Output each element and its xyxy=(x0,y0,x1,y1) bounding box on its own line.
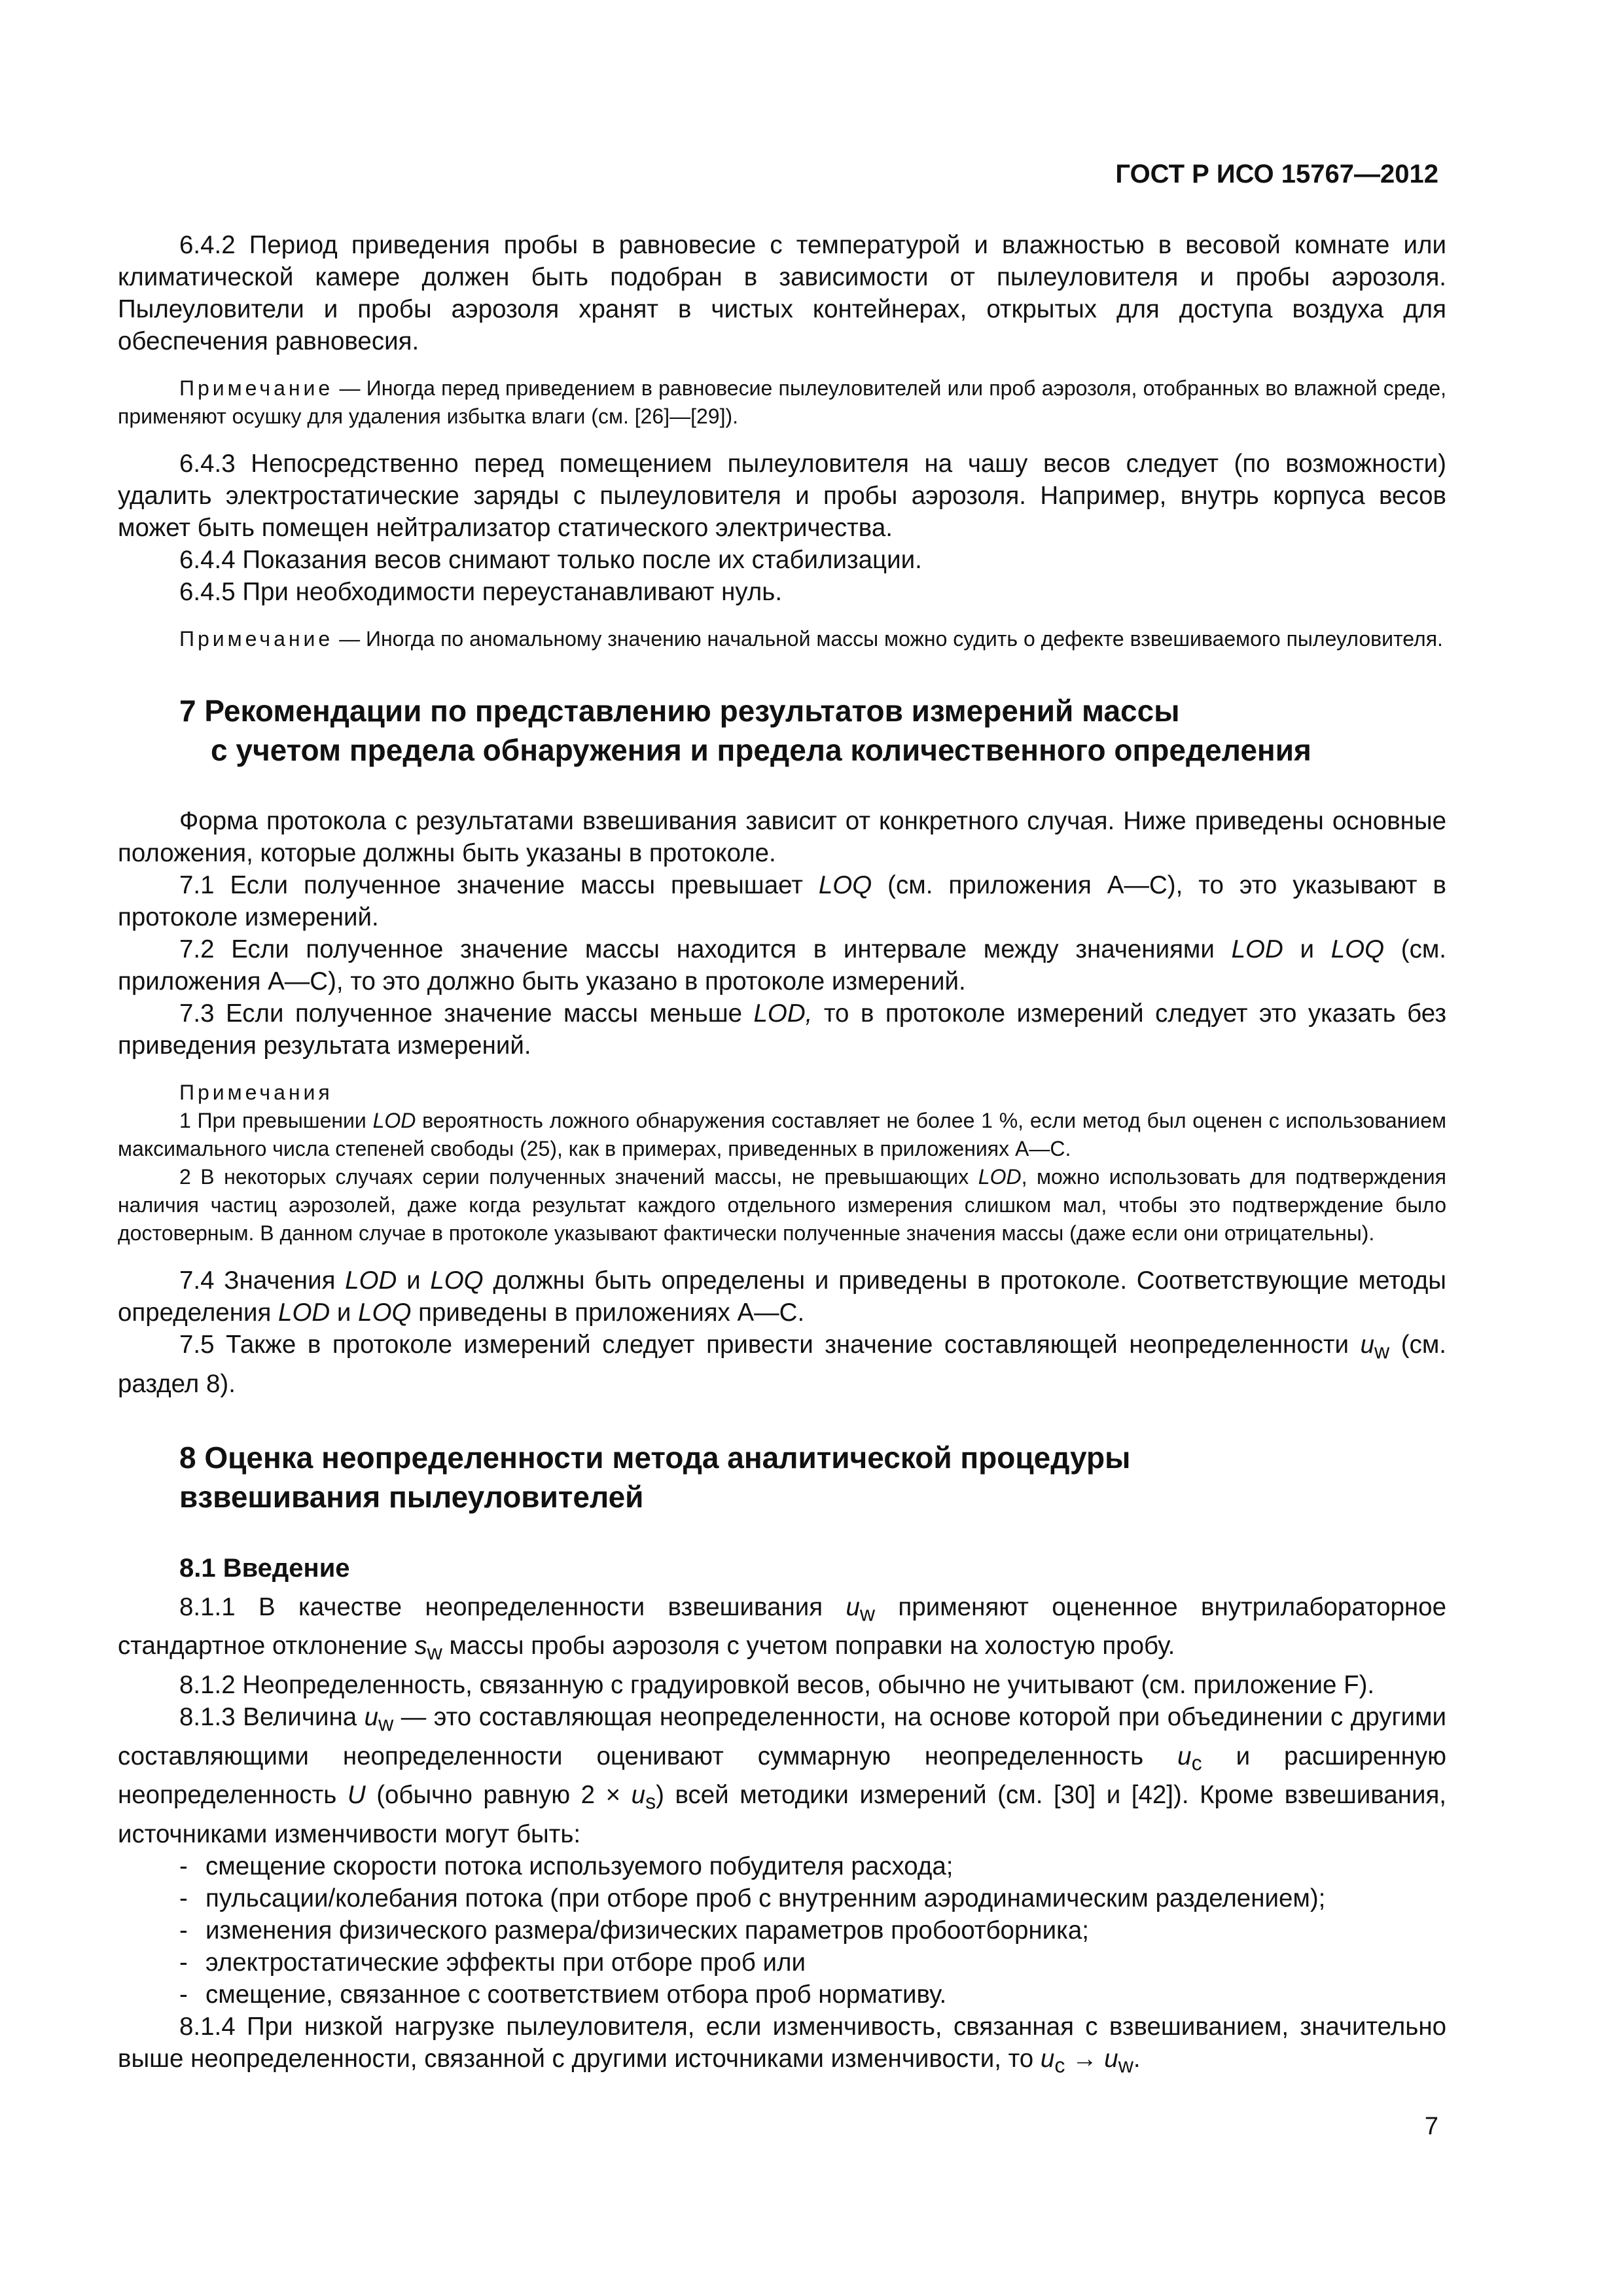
loq-term: LOQ xyxy=(1330,935,1385,963)
note-label: Примечание xyxy=(179,627,334,651)
subscript: c xyxy=(1054,2053,1065,2077)
paragraph-7-1 xyxy=(118,869,1446,933)
subscript: w xyxy=(378,1712,394,1736)
text-run: 2 В некоторых случаях серии полученных значений массы, не превышающих xyxy=(179,1165,978,1189)
page-number: 7 xyxy=(1424,2113,1438,2140)
lod-term: LOD xyxy=(978,1165,1022,1189)
text-run: , можно использовать для подтверждения наличия частиц аэрозолей, даже когда результат каждого отдельного измерения слишком мал, чтобы это подтверждение было достоверным. В данном случае в протоколе указывают фактически полученные значения массы (даже если они отрицательны). xyxy=(118,1165,1447,1245)
symbol-u: u xyxy=(364,1703,379,1732)
section-7-intro: Форма протокола с результатами взвешивания зависит от конкретного случая. Ниже приведены основные положения, которые должны быть указаны в протоколе. xyxy=(118,807,1446,867)
symbol-u: u xyxy=(1040,2045,1055,2073)
paragraph-6-4-3: 6.4.3 Непосредственно перед помещением пылеуловителя на чашу весов следует (по возможности) удалить электростатические заряды с пылеуловителя и пробы аэрозоля. Например, внутрь корпуса весов может быть помещен нейтрализатор статического электричества. xyxy=(118,450,1446,542)
subsection-8-1-heading: 8.1 Введение xyxy=(179,1553,350,1583)
text-run: (см. раздел 8). xyxy=(118,1331,1446,1398)
list-item: - смещение, связанное с соответствием отбора проб нормативу. xyxy=(179,1979,1446,2011)
symbol-U: U xyxy=(347,1781,366,1810)
section-7-heading xyxy=(179,691,1446,770)
text-run: (см. приложения А—С), то это указывают в протоколе измерений. xyxy=(118,871,1447,931)
paragraph-6-4-5: 6.4.5 При необходимости переустанавливают нуль. xyxy=(179,578,783,606)
lod-term: LOD xyxy=(345,1266,397,1295)
symbol-u: u xyxy=(846,1592,860,1621)
text-run: 8.1.1 В качестве неопределенности взвешивания xyxy=(179,1592,846,1621)
text-run: и расширенную неопределенность xyxy=(118,1742,1446,1810)
note-6-4-5 xyxy=(118,625,1446,653)
symbol-u: u xyxy=(631,1781,646,1810)
list-item: - пульсации/колебания потока (при отборе проб с внутренним аэродинамическим разделением); xyxy=(179,1882,1446,1914)
paragraph-8-1-2: 8.1.2 Неопределенность, связанную с градуировкой весов, обычно не учитывают (см. приложение F). xyxy=(179,1671,1375,1700)
lod-term: LOD xyxy=(1231,935,1283,963)
symbol-u: u xyxy=(1104,2045,1118,2073)
text-run: . xyxy=(1133,2045,1141,2073)
subscript: w xyxy=(1374,1339,1390,1363)
note-6-4-2 xyxy=(118,374,1446,431)
text-run: должны быть определены и приведены в протоколе. Соответствующие методы определения xyxy=(118,1266,1446,1327)
text-run: приведены в приложениях А—С. xyxy=(411,1299,805,1327)
section-7-title-line2: с учетом предела обнаружения и предела количественного определения xyxy=(211,733,1311,767)
notes-label: Примечания xyxy=(179,1081,333,1104)
paragraph-6-4-2: 6.4.2 Период приведения пробы в равновесие с температурой и влажностью в весовой комнате или климатической камере должен быть подобран в зависимости от пылеуловителя и пробы аэрозоля. Пылеуловители и пробы аэрозоля хранят в чистых контейнерах, открытых для доступа воздуха для обеспечения равновесия. xyxy=(118,231,1446,355)
document-header: ГОСТ Р ИСО 15767—2012 xyxy=(1115,160,1438,188)
subscript: s xyxy=(645,1790,656,1814)
paragraph-7-2 xyxy=(118,933,1446,997)
loq-term: LOQ xyxy=(358,1299,412,1327)
arrow-symbol: → xyxy=(1065,2045,1105,2073)
text-run: (см. приложения А—С), то это должно быть указано в протоколе измерений. xyxy=(118,935,1446,996)
text-run: 7.4 Значения xyxy=(179,1266,346,1295)
section-8-heading xyxy=(179,1438,1446,1516)
paragraph-7-3 xyxy=(118,997,1446,1062)
text-run: 7.1 Если полученное значение массы превышает xyxy=(179,871,819,899)
list-item: - смещение скорости потока используемого побудителя расхода; xyxy=(179,1850,1446,1882)
subscript: w xyxy=(859,1602,876,1626)
text-run: 1 При превышении xyxy=(179,1109,373,1132)
lod-term: LOD xyxy=(278,1299,330,1327)
text-run: 7.3 Если полученное значение массы меньше xyxy=(179,999,754,1028)
text-run: и xyxy=(1283,935,1331,963)
note-label: Примечание xyxy=(179,376,334,400)
symbol-s: s xyxy=(414,1632,427,1660)
section-7-title-line1: 7 Рекомендации по представлению результатов измерений массы xyxy=(179,694,1180,728)
section-7-notes xyxy=(118,1079,1446,1247)
subscript: w xyxy=(1118,2053,1133,2077)
text-run: — это составляющая неопределенности, на основе которой при объединении с другими составляющими неопределенности оценивают суммарную неопределенность xyxy=(118,1703,1446,1770)
list-item: - изменения физического размера/физических параметров пробоотборника; xyxy=(179,1914,1446,1946)
loq-term: LOQ xyxy=(430,1266,484,1295)
section-8-title-line1: 8 Оценка неопределенности метода аналитической процедуры xyxy=(179,1440,1131,1475)
paragraph-7-5 xyxy=(118,1329,1446,1400)
paragraph-6-4-4: 6.4.4 Показания весов снимают только после их стабилизации. xyxy=(179,546,922,574)
note-text: — Иногда по аномальному значению начальной массы можно судить о дефекте взвешиваемого пылеуловителя. xyxy=(333,627,1443,651)
note-item-2 xyxy=(118,1163,1446,1247)
paragraph-8-1-3 xyxy=(118,1701,1446,1850)
paragraph-8-1-4 xyxy=(118,2011,1446,2082)
paragraph-8-1-1 xyxy=(118,1591,1446,1669)
list-item: - электростатические эффекты при отборе проб или xyxy=(179,1946,1446,1979)
text-run: 8.1.3 Величина xyxy=(179,1703,365,1732)
text-run: массы пробы аэрозоля с учетом поправки на холостую пробу. xyxy=(442,1632,1175,1660)
text-run: вероятность ложного обнаружения составляет не более 1 %, если метод был оценен с использованием максимального числа степеней свободы (25), как в примерах, приведенных в приложениях А—С. xyxy=(118,1109,1447,1160)
text-run: то в протоколе измерений следует это указать без приведения результата измерений. xyxy=(118,999,1446,1060)
text-run: и xyxy=(397,1266,431,1295)
section-8-title-line2: взвешивания пылеуловителей xyxy=(179,1479,644,1514)
subscript: c xyxy=(1191,1751,1202,1775)
note-text: — Иногда перед приведением в равновесие пылеуловителей или проб аэрозоля, отобранных во влажной среде, применяют осушку для удаления избытка влаги (см. [26]—[29]). xyxy=(118,376,1446,428)
text-run: 8.1.4 При низкой нагрузке пылеуловителя, если изменчивость, связанная с взвешиванием, значительно выше неопределенности, связанной с другими источниками изменчивости, то xyxy=(118,2013,1446,2073)
lod-term: LOD, xyxy=(753,999,813,1028)
subscript: w xyxy=(427,1641,442,1665)
symbol-u: u xyxy=(1360,1331,1375,1359)
text-run: 7.5 Также в протоколе измерений следует привести значение составляющей неопределенности xyxy=(179,1331,1361,1359)
lod-term: LOD xyxy=(372,1109,416,1132)
text-run: 7.2 Если полученное значение массы находится в интервале между значениями xyxy=(179,935,1232,963)
text-run: ) всей методики измерений (см. [30] и [42]). Кроме взвешивания, источниками изменчивости могут быть: xyxy=(118,1781,1447,1849)
note-item-1 xyxy=(118,1107,1446,1163)
text-run: (обычно равную 2 × xyxy=(365,1781,632,1810)
text-run: и xyxy=(330,1299,359,1327)
variability-sources-list xyxy=(118,1850,1446,2011)
document-body xyxy=(118,229,1446,2082)
symbol-u: u xyxy=(1177,1742,1192,1770)
paragraph-7-4 xyxy=(118,1265,1446,1329)
loq-term: LOQ xyxy=(818,871,872,899)
text-run: применяют оцененное внутрилабораторное стандартное отклонение xyxy=(118,1592,1446,1660)
